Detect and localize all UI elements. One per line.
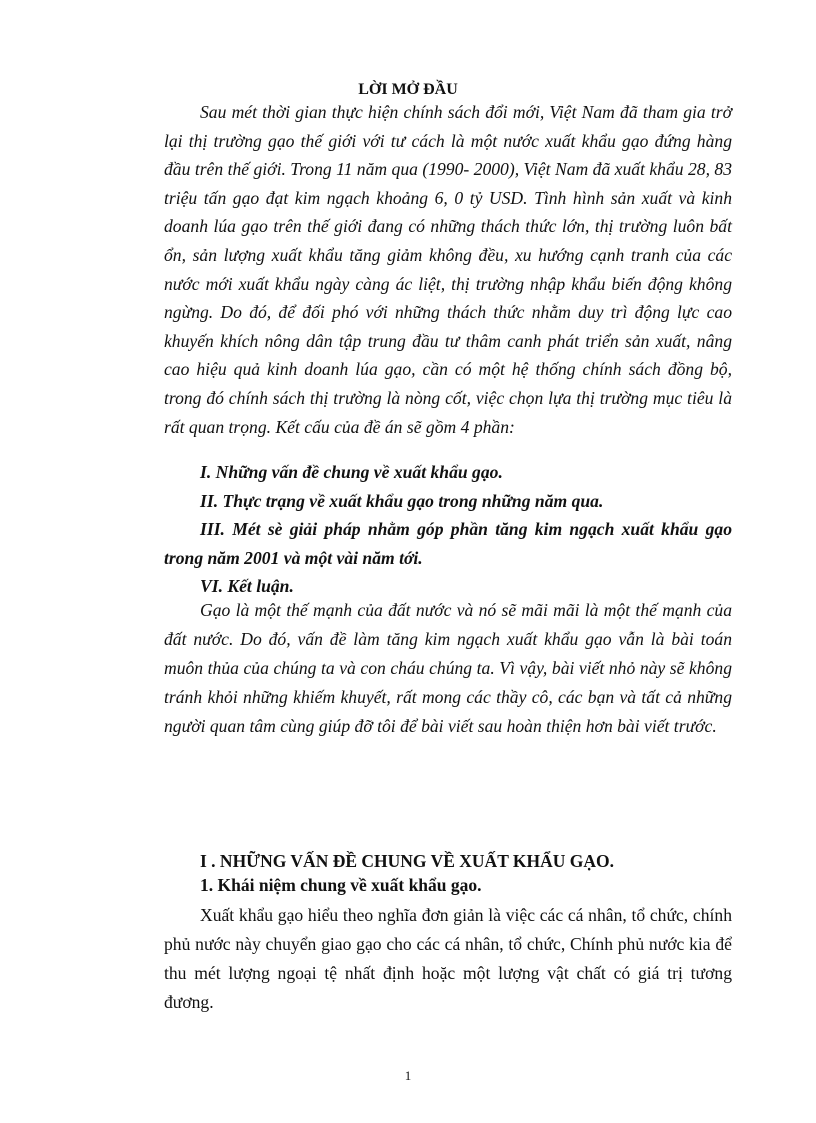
body-paragraph: Xuất khẩu gạo hiểu theo nghĩa đơn giản là việc các cá nhân, tổ chức, chính phủ nước này chuyển giao gạo cho các cá nhân, tổ chức, Chính phủ nước kia để thu mét lượng ngoại tệ nhất định hoặc một lượng vật chất có giá trị tương đương.: [164, 905, 732, 1012]
closing-paragraph: Gạo là một thế mạnh của đất nước và nó sẽ mãi mãi là một thế mạnh của đất nước. Do đó, vấn đề làm tăng kim ngạch xuất khẩu gạo vẫn là bài toán muôn thủa của chúng ta và con cháu chúng ta. Vì vậy, bài viết nhỏ này sẽ không tránh khỏi những khiếm khuyết, rất mong các thầy cô, các bạn và tất cả những người quan tâm cùng giúp đỡ tôi để bài viết sau hoàn thiện hơn bài viết trước.: [164, 600, 732, 736]
page-number: 1: [404, 1068, 412, 1083]
outline-item: I. Những vấn đề chung về xuất khẩu gạo.: [200, 462, 503, 482]
page-heading: LỜI MỞ ĐẦU: [358, 81, 458, 98]
outline-item: VI. Kết luận.: [200, 576, 294, 597]
subsection-title: 1. Khái niệm chung về xuất khẩu gạo.: [200, 875, 482, 895]
intro-paragraph: Sau mét thời gian thực hiện chính sách đổi mới, Việt Nam đã tham gia trở lại thị trường gạo thế giới với tư cách là một nước xuất khẩu gạo đứng hàng đầu trên thế giới. Trong 11 năm qua (1990- 2000), Việt Nam đã xuất khẩu 28, 83 triệu tấn gạo đạt kim ngạch khoảng 6, 0 tỷ USD. Tình hình sản xuất và kinh doanh lúa gạo trên thế giới đang có những thách thức lớn, thị trường luôn bất ổn, sản lượng xuất khẩu tăng giảm không đều, xu hướng cạnh tranh của các nước mới xuất khẩu ngày càng ác liệt, thị trường nhập khẩu biến động không ngừng. Do đó, để đối phó với những thách thức nhằm duy trì động lực cao khuyến khích nông dân tập trung đầu tư thâm canh phát triển sản xuất, nâng cao hiệu quả kinh doanh lúa gạo, cần có một hệ thống chính sách đồng bộ, trong đó chính sách thị trường là nòng cốt, việc chọn lựa thị trường mục tiêu là rất quan trọng. Kết cấu của đề án sẽ gồm 4 phần:: [164, 102, 732, 437]
section-title: I . NHỮNG VẤN ĐỀ CHUNG VỀ XUẤT KHẨU GẠO.: [200, 851, 615, 871]
outline-item: II. Thực trạng về xuất khẩu gạo trong những năm qua.: [200, 490, 604, 511]
outline-item: III. Mét sè giải pháp nhằm góp phần tăng kim ngạch xuất khẩu gạo trong năm 2001 và một vài năm tới.: [164, 519, 732, 568]
outline-list: [164, 458, 732, 601]
